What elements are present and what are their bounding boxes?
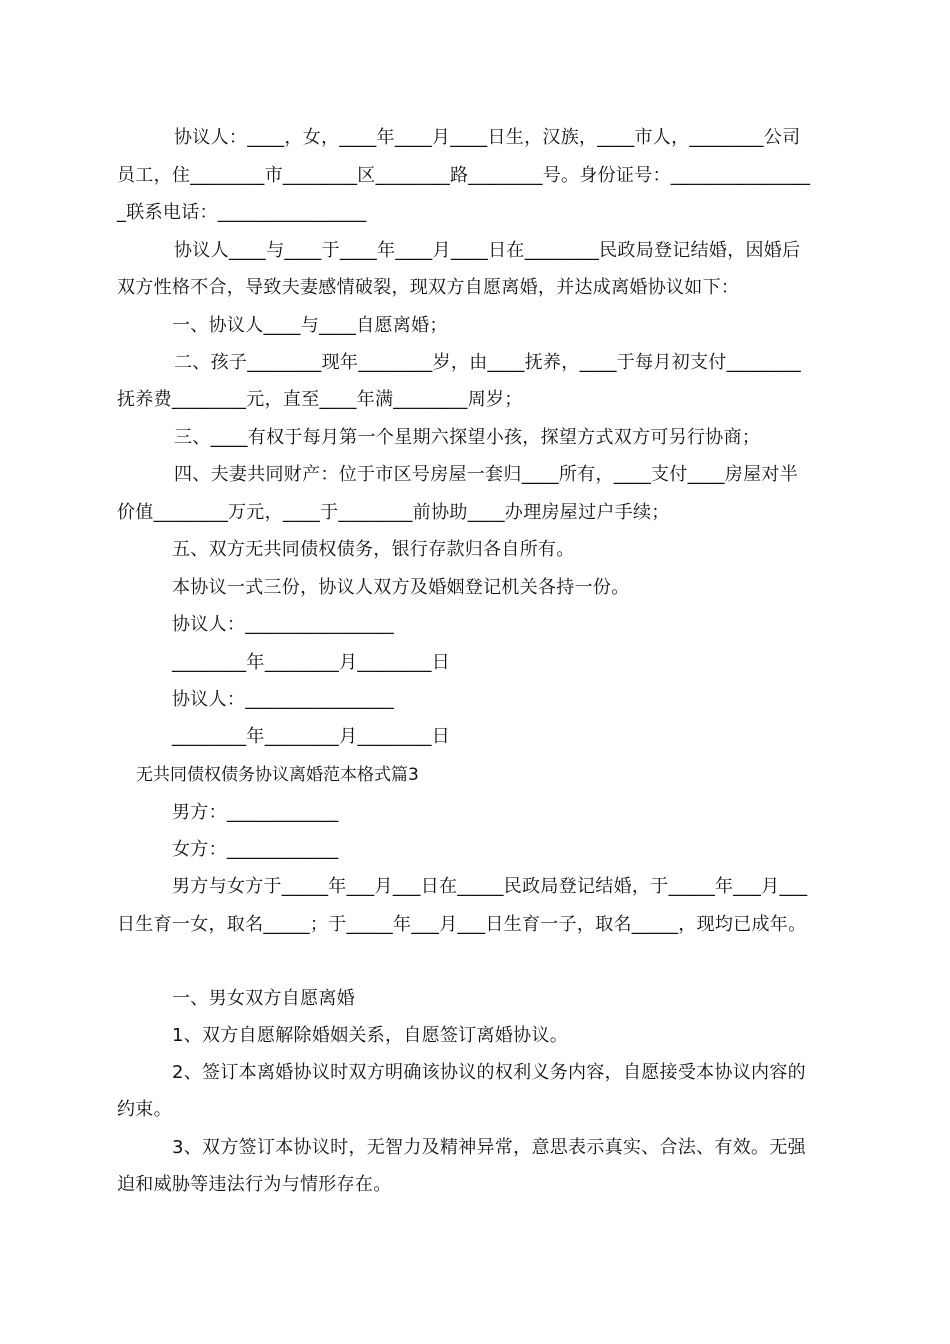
article-1-item-1: 1、双方自愿解除婚姻关系，自愿签订离婚协议。 <box>172 1025 569 1046</box>
clause-2-line-1: 二、孩子________现年________岁，由____抚养，____于每月初支付________ <box>174 352 801 373</box>
date-line-1: ________年________月________日 <box>172 652 451 673</box>
party-info-line-1: 协议人：____，女，____年____月____日生，汉族，____市人，________公司 <box>174 127 801 148</box>
clause-5: 五、双方无共同债权债务，银行存款归各自所有。 <box>172 539 575 560</box>
male-party-line: 男方：____________ <box>172 802 339 823</box>
female-party-line: 女方：____________ <box>172 839 339 860</box>
signature-line-1: 协议人：________________ <box>172 614 394 635</box>
article-1-item-2-line-2: 约束。 <box>117 1099 172 1120</box>
party-info-line-2: 员工，住________市________区________路________号。身份证号：_______________ <box>117 165 811 186</box>
article-1-item-3-line-2: 迫和威胁等违法行为与情形存在。 <box>117 1174 392 1195</box>
clause-1: 一、协议人____与____自愿离婚； <box>172 315 448 336</box>
copies-statement: 本协议一式三份，协议人双方及婚姻登记机关各持一份。 <box>172 577 630 598</box>
article-1-item-3-line-1: 3、双方签订本协议时，无智力及精神异常，意思表示真实、合法、有效。无强 <box>172 1137 806 1158</box>
registration-line-2: 日生育一女，取名_____；于_____年___月___日生育一子，取名_____，现均已成年。 <box>117 914 807 935</box>
article-1-item-2-line-1: 2、签订本离婚协议时双方明确该协议的权利义务内容，自愿接受本协议内容的 <box>172 1062 806 1083</box>
clause-4-line-1: 四、夫妻共同财产：位于市区号房屋一套归____所有，____支付____房屋对半 <box>174 464 798 485</box>
section-heading: 无共同债权债务协议离婚范本格式篇3 <box>136 765 419 785</box>
clause-2-line-2: 抚养费________元，直至____年满________周岁； <box>117 389 523 410</box>
marriage-info-line-2: 双方性格不合，导致夫妻感情破裂，现双方自愿离婚，并达成离婚协议如下： <box>117 277 740 298</box>
registration-line-1: 男方与女方于_____年___月___日在_____民政局登记结婚，于_____年___月___ <box>172 876 808 897</box>
marriage-info-line-1: 协议人____与____于____年____月____日在________民政局登记结婚，因婚后 <box>174 240 801 261</box>
signature-line-2: 协议人：________________ <box>172 689 394 710</box>
date-line-2: ________年________月________日 <box>172 726 451 747</box>
party-info-line-3: _联系电话：________________ <box>117 202 367 223</box>
clause-4-line-2: 价值________万元，____于________前协助____办理房屋过户手续； <box>117 502 670 523</box>
clause-3: 三、____有权于每月第一个星期六探望小孩，探望方式双方可另行协商； <box>174 427 761 448</box>
article-1-heading: 一、男女双方自愿离婚 <box>172 988 355 1009</box>
